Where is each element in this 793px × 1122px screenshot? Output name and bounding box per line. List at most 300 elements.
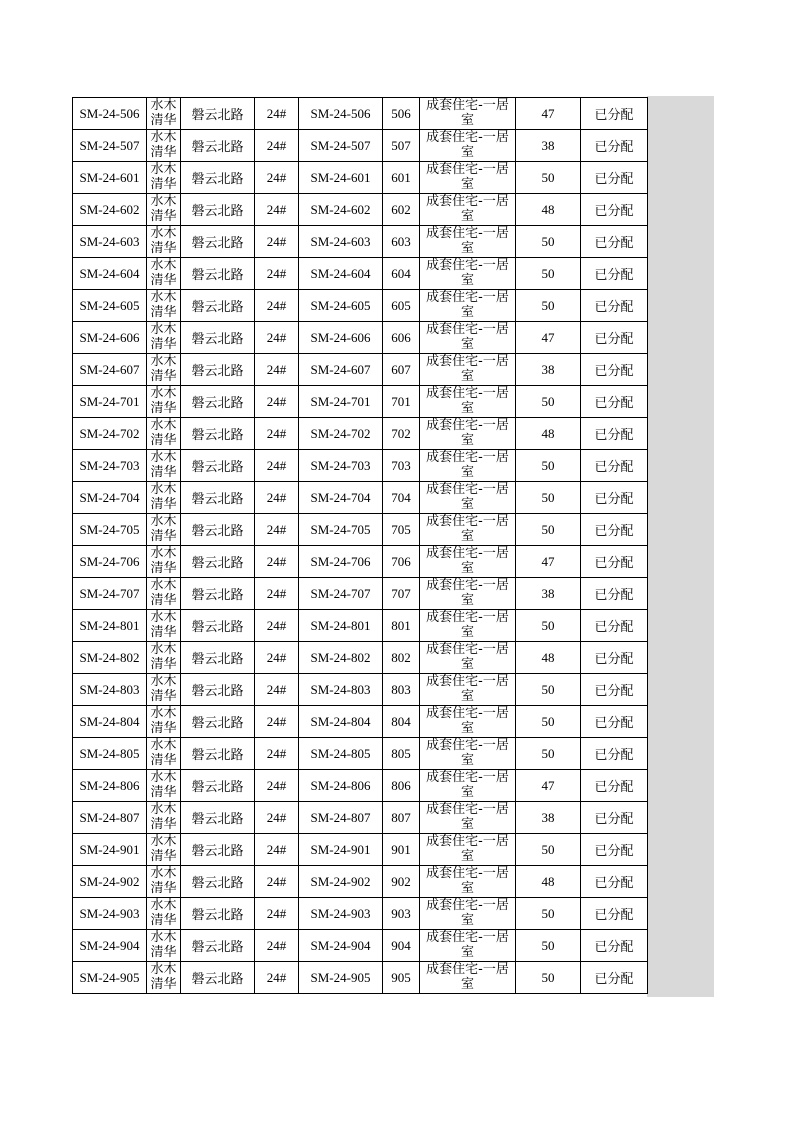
project-name-cell-text: 水木清华 — [150, 418, 177, 448]
status-cell: 已分配 — [581, 770, 648, 802]
road-cell: 磐云北路 — [181, 450, 255, 482]
project-name-cell-text: 水木清华 — [150, 962, 177, 992]
housing-type-cell-text: 成套住宅-一居室 — [426, 194, 509, 224]
area-cell: 48 — [516, 418, 581, 450]
housing-type-cell-text: 成套住宅-一居室 — [426, 802, 509, 832]
housing-type-cell-text: 成套住宅-一居室 — [426, 354, 509, 384]
unit-code-cell: SM-24-803 — [299, 674, 383, 706]
project-name-cell — [147, 962, 181, 994]
status-cell: 已分配 — [581, 290, 648, 322]
road-cell: 磐云北路 — [181, 322, 255, 354]
housing-type-cell — [420, 226, 516, 258]
room-number-cell: 803 — [383, 674, 420, 706]
status-cell: 已分配 — [581, 866, 648, 898]
building-cell: 24# — [255, 194, 299, 226]
room-number-cell: 902 — [383, 866, 420, 898]
building-cell: 24# — [255, 706, 299, 738]
building-cell: 24# — [255, 130, 299, 162]
table-row — [73, 258, 648, 290]
housing-type-cell — [420, 930, 516, 962]
room-number-cell: 702 — [383, 418, 420, 450]
building-cell: 24# — [255, 514, 299, 546]
building-cell: 24# — [255, 642, 299, 674]
housing-type-cell-text: 成套住宅-一居室 — [426, 226, 509, 256]
status-cell: 已分配 — [581, 930, 648, 962]
road-cell: 磐云北路 — [181, 962, 255, 994]
project-name-cell — [147, 162, 181, 194]
project-name-cell-text: 水木清华 — [150, 482, 177, 512]
room-number-cell: 604 — [383, 258, 420, 290]
table-row — [73, 482, 648, 514]
project-name-cell — [147, 418, 181, 450]
table-row — [73, 546, 648, 578]
road-cell: 磐云北路 — [181, 258, 255, 290]
housing-type-cell — [420, 738, 516, 770]
housing-type-cell — [420, 866, 516, 898]
housing-type-cell — [420, 770, 516, 802]
room-number-cell: 904 — [383, 930, 420, 962]
table-row — [73, 450, 648, 482]
housing-type-cell-text: 成套住宅-一居室 — [426, 162, 509, 192]
area-cell: 47 — [516, 322, 581, 354]
building-cell: 24# — [255, 450, 299, 482]
building-cell: 24# — [255, 610, 299, 642]
project-name-cell — [147, 258, 181, 290]
road-cell: 磐云北路 — [181, 162, 255, 194]
area-cell: 48 — [516, 866, 581, 898]
building-cell: 24# — [255, 738, 299, 770]
building-cell: 24# — [255, 162, 299, 194]
status-cell: 已分配 — [581, 674, 648, 706]
room-number-cell: 903 — [383, 898, 420, 930]
unit-code-cell: SM-24-804 — [299, 706, 383, 738]
table-row — [73, 706, 648, 738]
room-number-cell: 707 — [383, 578, 420, 610]
housing-type-cell-text: 成套住宅-一居室 — [426, 930, 509, 960]
housing-type-cell-text: 成套住宅-一居室 — [426, 674, 509, 704]
unit-code-cell: SM-24-704 — [299, 482, 383, 514]
road-cell: 磐云北路 — [181, 898, 255, 930]
building-cell: 24# — [255, 674, 299, 706]
area-cell: 38 — [516, 578, 581, 610]
housing-type-cell — [420, 802, 516, 834]
house-code-cell: SM-24-902 — [73, 866, 147, 898]
project-name-cell — [147, 706, 181, 738]
area-cell: 47 — [516, 770, 581, 802]
table-row — [73, 514, 648, 546]
house-code-cell: SM-24-905 — [73, 962, 147, 994]
table-row — [73, 642, 648, 674]
housing-type-cell — [420, 258, 516, 290]
room-number-cell: 706 — [383, 546, 420, 578]
road-cell: 磐云北路 — [181, 514, 255, 546]
table-row — [73, 834, 648, 866]
housing-type-cell-text: 成套住宅-一居室 — [426, 322, 509, 352]
room-number-cell: 507 — [383, 130, 420, 162]
project-name-cell — [147, 450, 181, 482]
project-name-cell-text: 水木清华 — [150, 514, 177, 544]
project-name-cell — [147, 898, 181, 930]
status-cell: 已分配 — [581, 898, 648, 930]
unit-code-cell: SM-24-703 — [299, 450, 383, 482]
room-number-cell: 602 — [383, 194, 420, 226]
housing-type-cell-text: 成套住宅-一居室 — [426, 130, 509, 160]
road-cell: 磐云北路 — [181, 290, 255, 322]
status-cell: 已分配 — [581, 322, 648, 354]
project-name-cell — [147, 386, 181, 418]
house-code-cell: SM-24-706 — [73, 546, 147, 578]
housing-type-cell — [420, 898, 516, 930]
room-number-cell: 905 — [383, 962, 420, 994]
road-cell: 磐云北路 — [181, 866, 255, 898]
road-cell: 磐云北路 — [181, 194, 255, 226]
housing-type-cell-text: 成套住宅-一居室 — [426, 642, 509, 672]
room-number-cell: 607 — [383, 354, 420, 386]
road-cell: 磐云北路 — [181, 354, 255, 386]
project-name-cell-text: 水木清华 — [150, 578, 177, 608]
table-row — [73, 930, 648, 962]
housing-type-cell-text: 成套住宅-一居室 — [426, 898, 509, 928]
road-cell: 磐云北路 — [181, 546, 255, 578]
housing-type-cell — [420, 354, 516, 386]
area-cell: 50 — [516, 898, 581, 930]
room-number-cell: 704 — [383, 482, 420, 514]
table-row — [73, 578, 648, 610]
project-name-cell-text: 水木清华 — [150, 546, 177, 576]
room-number-cell: 705 — [383, 514, 420, 546]
project-name-cell — [147, 290, 181, 322]
room-number-cell: 506 — [383, 98, 420, 130]
house-code-cell: SM-24-901 — [73, 834, 147, 866]
housing-type-cell — [420, 418, 516, 450]
room-number-cell: 806 — [383, 770, 420, 802]
room-number-cell: 807 — [383, 802, 420, 834]
project-name-cell-text: 水木清华 — [150, 642, 177, 672]
status-cell: 已分配 — [581, 354, 648, 386]
project-name-cell — [147, 770, 181, 802]
area-cell: 48 — [516, 642, 581, 674]
table-row — [73, 674, 648, 706]
project-name-cell-text: 水木清华 — [150, 802, 177, 832]
unit-code-cell: SM-24-607 — [299, 354, 383, 386]
unit-code-cell: SM-24-602 — [299, 194, 383, 226]
project-name-cell — [147, 866, 181, 898]
area-cell: 47 — [516, 546, 581, 578]
housing-type-cell — [420, 194, 516, 226]
road-cell: 磐云北路 — [181, 130, 255, 162]
housing-type-cell — [420, 610, 516, 642]
house-code-cell: SM-24-703 — [73, 450, 147, 482]
housing-type-cell — [420, 642, 516, 674]
housing-type-cell-text: 成套住宅-一居室 — [426, 386, 509, 416]
housing-type-cell — [420, 290, 516, 322]
area-cell: 50 — [516, 162, 581, 194]
project-name-cell-text: 水木清华 — [150, 354, 177, 384]
housing-type-cell — [420, 546, 516, 578]
unit-code-cell: SM-24-904 — [299, 930, 383, 962]
road-cell: 磐云北路 — [181, 418, 255, 450]
unit-code-cell: SM-24-605 — [299, 290, 383, 322]
unit-code-cell: SM-24-604 — [299, 258, 383, 290]
house-code-cell: SM-24-904 — [73, 930, 147, 962]
project-name-cell-text: 水木清华 — [150, 930, 177, 960]
area-cell: 50 — [516, 386, 581, 418]
housing-type-cell-text: 成套住宅-一居室 — [426, 290, 509, 320]
area-cell: 47 — [516, 98, 581, 130]
status-cell: 已分配 — [581, 610, 648, 642]
table-row — [73, 290, 648, 322]
housing-type-cell-text: 成套住宅-一居室 — [426, 866, 509, 896]
housing-type-cell — [420, 578, 516, 610]
project-name-cell-text: 水木清华 — [150, 738, 177, 768]
unit-code-cell: SM-24-601 — [299, 162, 383, 194]
area-cell: 38 — [516, 802, 581, 834]
area-cell: 50 — [516, 962, 581, 994]
unit-code-cell: SM-24-901 — [299, 834, 383, 866]
table-row — [73, 162, 648, 194]
unit-code-cell: SM-24-606 — [299, 322, 383, 354]
area-cell: 50 — [516, 514, 581, 546]
building-cell: 24# — [255, 290, 299, 322]
project-name-cell-text: 水木清华 — [150, 450, 177, 480]
table-row — [73, 418, 648, 450]
project-name-cell-text: 水木清华 — [150, 834, 177, 864]
project-name-cell — [147, 514, 181, 546]
table-row — [73, 962, 648, 994]
project-name-cell-text: 水木清华 — [150, 130, 177, 160]
building-cell: 24# — [255, 482, 299, 514]
housing-type-cell-text: 成套住宅-一居室 — [426, 98, 509, 128]
house-code-cell: SM-24-807 — [73, 802, 147, 834]
area-cell: 50 — [516, 610, 581, 642]
project-name-cell — [147, 546, 181, 578]
house-code-cell: SM-24-702 — [73, 418, 147, 450]
house-code-cell: SM-24-607 — [73, 354, 147, 386]
housing-type-cell — [420, 130, 516, 162]
project-name-cell — [147, 354, 181, 386]
housing-type-cell — [420, 706, 516, 738]
building-cell: 24# — [255, 898, 299, 930]
road-cell: 磐云北路 — [181, 642, 255, 674]
house-code-cell: SM-24-805 — [73, 738, 147, 770]
building-cell: 24# — [255, 930, 299, 962]
building-cell: 24# — [255, 258, 299, 290]
area-cell: 38 — [516, 354, 581, 386]
house-code-cell: SM-24-707 — [73, 578, 147, 610]
unit-code-cell: SM-24-603 — [299, 226, 383, 258]
status-cell: 已分配 — [581, 450, 648, 482]
area-cell: 50 — [516, 226, 581, 258]
status-cell: 已分配 — [581, 482, 648, 514]
road-cell: 磐云北路 — [181, 226, 255, 258]
housing-type-cell — [420, 162, 516, 194]
house-code-cell: SM-24-506 — [73, 98, 147, 130]
table-row — [73, 194, 648, 226]
house-code-cell: SM-24-802 — [73, 642, 147, 674]
unit-code-cell: SM-24-705 — [299, 514, 383, 546]
housing-type-cell — [420, 834, 516, 866]
road-cell: 磐云北路 — [181, 386, 255, 418]
unit-code-cell: SM-24-701 — [299, 386, 383, 418]
project-name-cell — [147, 674, 181, 706]
room-number-cell: 605 — [383, 290, 420, 322]
area-cell: 50 — [516, 450, 581, 482]
house-code-cell: SM-24-606 — [73, 322, 147, 354]
building-cell: 24# — [255, 770, 299, 802]
status-cell: 已分配 — [581, 130, 648, 162]
housing-type-cell-text: 成套住宅-一居室 — [426, 738, 509, 768]
table-row — [73, 130, 648, 162]
housing-type-cell — [420, 450, 516, 482]
house-code-cell: SM-24-605 — [73, 290, 147, 322]
unit-code-cell: SM-24-707 — [299, 578, 383, 610]
project-name-cell — [147, 194, 181, 226]
housing-type-cell — [420, 674, 516, 706]
project-name-cell-text: 水木清华 — [150, 706, 177, 736]
housing-type-cell — [420, 482, 516, 514]
area-cell: 50 — [516, 674, 581, 706]
status-cell: 已分配 — [581, 514, 648, 546]
house-code-cell: SM-24-601 — [73, 162, 147, 194]
project-name-cell-text: 水木清华 — [150, 226, 177, 256]
project-name-cell-text: 水木清华 — [150, 866, 177, 896]
road-cell: 磐云北路 — [181, 738, 255, 770]
house-code-cell: SM-24-701 — [73, 386, 147, 418]
housing-type-cell-text: 成套住宅-一居室 — [426, 610, 509, 640]
housing-type-cell-text: 成套住宅-一居室 — [426, 578, 509, 608]
building-cell: 24# — [255, 418, 299, 450]
road-cell: 磐云北路 — [181, 834, 255, 866]
building-cell: 24# — [255, 354, 299, 386]
project-name-cell — [147, 610, 181, 642]
area-cell: 50 — [516, 738, 581, 770]
road-cell: 磐云北路 — [181, 770, 255, 802]
road-cell: 磐云北路 — [181, 482, 255, 514]
housing-type-cell-text: 成套住宅-一居室 — [426, 546, 509, 576]
project-name-cell — [147, 578, 181, 610]
road-cell: 磐云北路 — [181, 578, 255, 610]
housing-type-cell-text: 成套住宅-一居室 — [426, 706, 509, 736]
house-code-cell: SM-24-704 — [73, 482, 147, 514]
housing-allocation-table — [72, 97, 648, 994]
project-name-cell — [147, 226, 181, 258]
table-row — [73, 802, 648, 834]
area-cell: 48 — [516, 194, 581, 226]
status-cell: 已分配 — [581, 386, 648, 418]
unit-code-cell: SM-24-905 — [299, 962, 383, 994]
house-code-cell: SM-24-804 — [73, 706, 147, 738]
housing-type-cell-text: 成套住宅-一居室 — [426, 482, 509, 512]
page-margin-shade — [647, 96, 714, 997]
project-name-cell — [147, 98, 181, 130]
building-cell: 24# — [255, 226, 299, 258]
unit-code-cell: SM-24-806 — [299, 770, 383, 802]
road-cell: 磐云北路 — [181, 674, 255, 706]
room-number-cell: 901 — [383, 834, 420, 866]
building-cell: 24# — [255, 866, 299, 898]
status-cell: 已分配 — [581, 834, 648, 866]
area-cell: 50 — [516, 258, 581, 290]
table-row — [73, 354, 648, 386]
unit-code-cell: SM-24-706 — [299, 546, 383, 578]
table-row — [73, 866, 648, 898]
project-name-cell — [147, 482, 181, 514]
table-row — [73, 610, 648, 642]
status-cell: 已分配 — [581, 706, 648, 738]
unit-code-cell: SM-24-903 — [299, 898, 383, 930]
project-name-cell-text: 水木清华 — [150, 162, 177, 192]
project-name-cell — [147, 834, 181, 866]
housing-type-cell-text: 成套住宅-一居室 — [426, 962, 509, 992]
status-cell: 已分配 — [581, 546, 648, 578]
project-name-cell — [147, 642, 181, 674]
table-row — [73, 226, 648, 258]
building-cell: 24# — [255, 962, 299, 994]
status-cell: 已分配 — [581, 226, 648, 258]
area-cell: 50 — [516, 290, 581, 322]
status-cell: 已分配 — [581, 418, 648, 450]
project-name-cell-text: 水木清华 — [150, 98, 177, 128]
unit-code-cell: SM-24-506 — [299, 98, 383, 130]
room-number-cell: 804 — [383, 706, 420, 738]
room-number-cell: 603 — [383, 226, 420, 258]
house-code-cell: SM-24-507 — [73, 130, 147, 162]
building-cell: 24# — [255, 578, 299, 610]
building-cell: 24# — [255, 546, 299, 578]
house-code-cell: SM-24-602 — [73, 194, 147, 226]
status-cell: 已分配 — [581, 194, 648, 226]
table-row — [73, 98, 648, 130]
unit-code-cell: SM-24-702 — [299, 418, 383, 450]
unit-code-cell: SM-24-802 — [299, 642, 383, 674]
housing-type-cell — [420, 386, 516, 418]
status-cell: 已分配 — [581, 258, 648, 290]
house-code-cell: SM-24-604 — [73, 258, 147, 290]
project-name-cell — [147, 738, 181, 770]
unit-code-cell: SM-24-801 — [299, 610, 383, 642]
room-number-cell: 801 — [383, 610, 420, 642]
status-cell: 已分配 — [581, 578, 648, 610]
status-cell: 已分配 — [581, 642, 648, 674]
housing-type-cell-text: 成套住宅-一居室 — [426, 834, 509, 864]
project-name-cell-text: 水木清华 — [150, 194, 177, 224]
area-cell: 50 — [516, 482, 581, 514]
unit-code-cell: SM-24-805 — [299, 738, 383, 770]
road-cell: 磐云北路 — [181, 802, 255, 834]
project-name-cell — [147, 322, 181, 354]
housing-type-cell — [420, 962, 516, 994]
table-row — [73, 386, 648, 418]
project-name-cell-text: 水木清华 — [150, 386, 177, 416]
building-cell: 24# — [255, 322, 299, 354]
project-name-cell-text: 水木清华 — [150, 674, 177, 704]
project-name-cell — [147, 802, 181, 834]
house-code-cell: SM-24-803 — [73, 674, 147, 706]
house-code-cell: SM-24-903 — [73, 898, 147, 930]
road-cell: 磐云北路 — [181, 706, 255, 738]
building-cell: 24# — [255, 834, 299, 866]
table-row — [73, 322, 648, 354]
house-code-cell: SM-24-806 — [73, 770, 147, 802]
project-name-cell-text: 水木清华 — [150, 770, 177, 800]
building-cell: 24# — [255, 98, 299, 130]
status-cell: 已分配 — [581, 162, 648, 194]
project-name-cell — [147, 130, 181, 162]
housing-type-cell-text: 成套住宅-一居室 — [426, 770, 509, 800]
table-row — [73, 770, 648, 802]
project-name-cell-text: 水木清华 — [150, 610, 177, 640]
project-name-cell-text: 水木清华 — [150, 898, 177, 928]
